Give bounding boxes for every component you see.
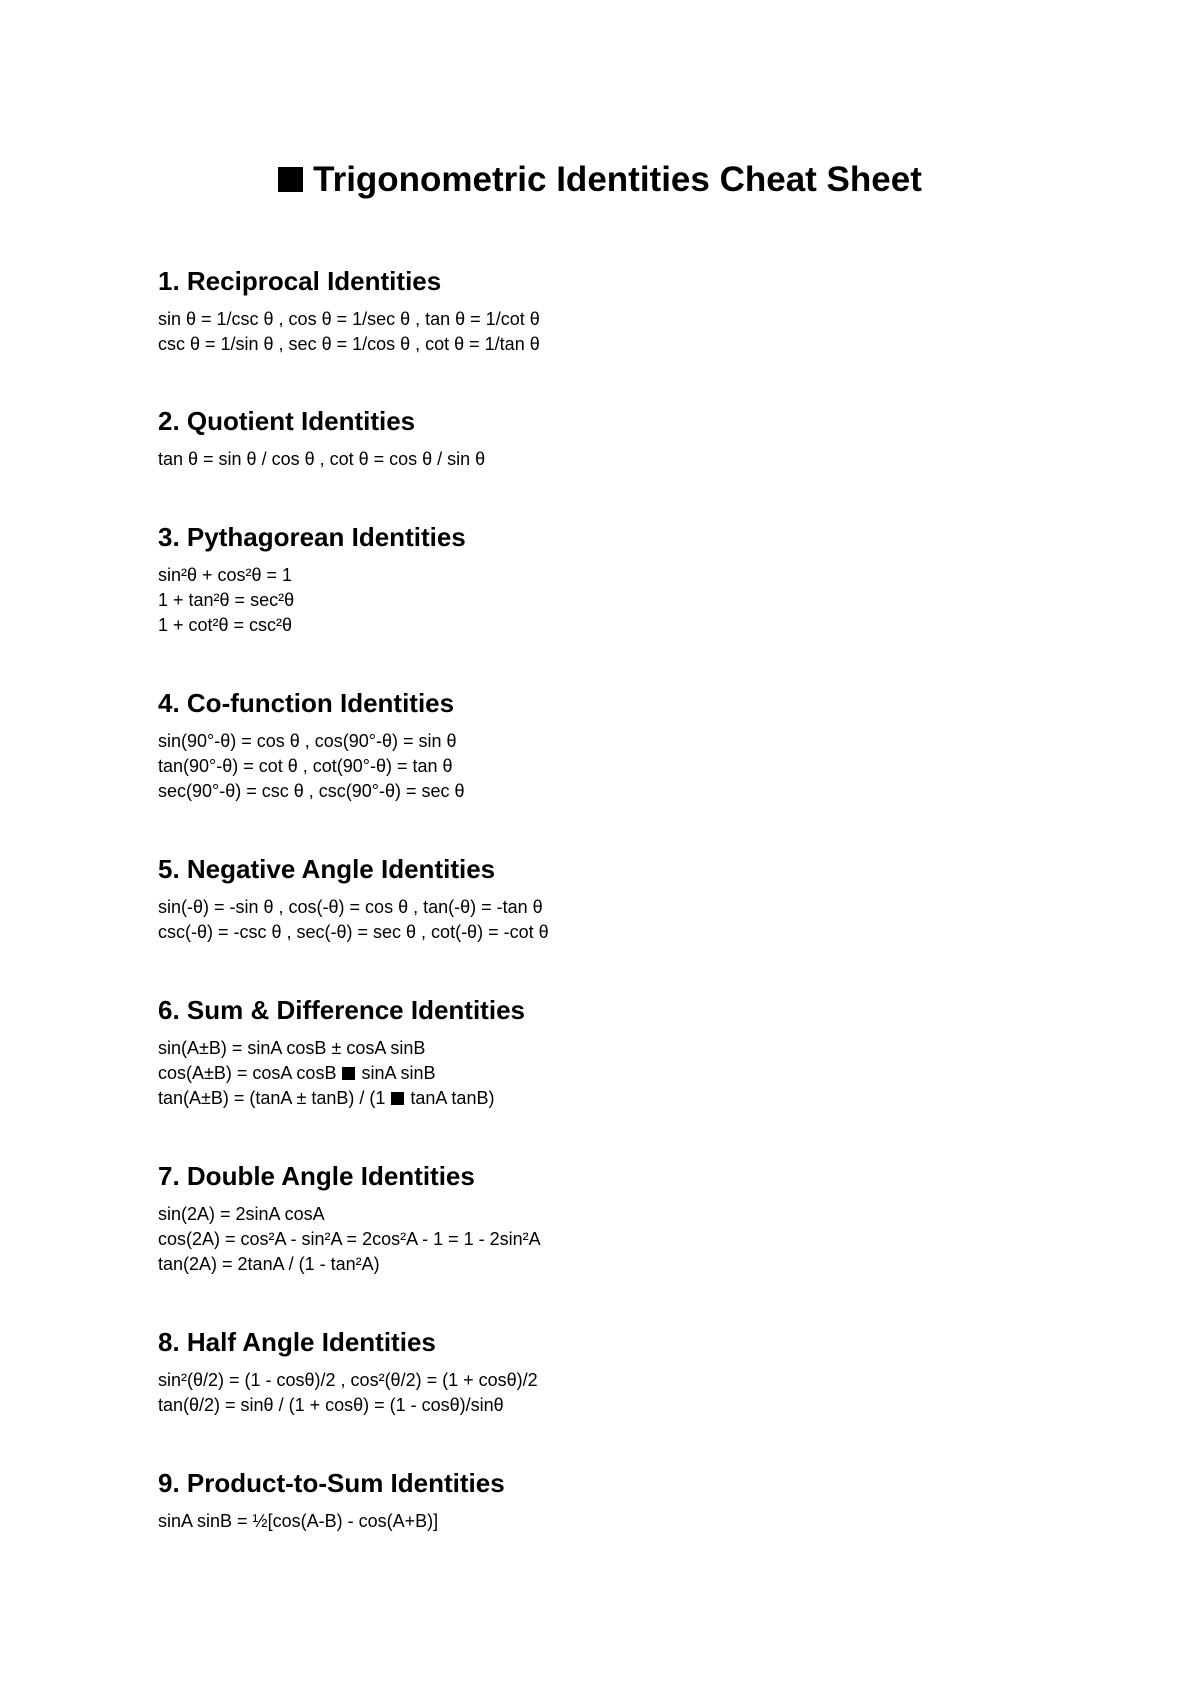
section-product-to-sum (158, 1466, 1058, 1534)
missing-glyph-icon (391, 1092, 404, 1105)
identity-line: sin²(θ/2) = (1 - cosθ)/2 , cos²(θ/2) = (1 + cosθ)/2 (158, 1370, 538, 1390)
identity-line: tan(2A) = 2tanA / (1 - tan²A) (158, 1254, 380, 1274)
identity-line (158, 1061, 1058, 1086)
section-double-angle (158, 1159, 1058, 1277)
identity-line-part: cos(A±B) = cosA cosB (158, 1063, 337, 1083)
identity-line: 1 + tan²θ = sec²θ (158, 590, 295, 610)
identity-line: sin²θ + cos²θ = 1 (158, 565, 293, 585)
identity-line: sin(2A) = 2sinA cosA (158, 1204, 325, 1224)
section-heading: 3. Pythagorean Identities (158, 522, 466, 552)
identity-line: sinA sinB = ½[cos(A-B) - cos(A+B)] (158, 1511, 439, 1531)
identity-line: sin(90°-θ) = cos θ , cos(90°-θ) = sin θ (158, 731, 457, 751)
identity-line: sin θ = 1/csc θ , cos θ = 1/sec θ , tan θ = 1/cot θ (158, 309, 540, 329)
identity-line: csc(-θ) = -csc θ , sec(-θ) = sec θ , cot(-θ) = -cot θ (158, 922, 549, 942)
identity-line-part: tan(A±B) = (tanA ± tanB) / (1 (158, 1088, 386, 1108)
square-bullet-icon (278, 167, 303, 192)
section-heading: 4. Co-function Identities (158, 688, 455, 718)
section-heading: 2. Quotient Identities (158, 406, 416, 436)
section-quotient (158, 404, 1058, 472)
identity-line (158, 1086, 1058, 1111)
section-cofunction (158, 686, 1058, 804)
section-heading: 6. Sum & Difference Identities (158, 995, 525, 1025)
page-title-text: Trigonometric Identities Cheat Sheet (313, 160, 922, 199)
section-sum-difference (158, 993, 1058, 1111)
identity-line: sin(-θ) = -sin θ , cos(-θ) = cos θ , tan(-θ) = -tan θ (158, 897, 543, 917)
identity-line: 1 + cot²θ = csc²θ (158, 615, 293, 635)
identity-line: tan θ = sin θ / cos θ , cot θ = cos θ / sin θ (158, 449, 486, 469)
identity-line: tan(θ/2) = sinθ / (1 + cosθ) = (1 - cosθ)/sinθ (158, 1395, 504, 1415)
identity-line-part: sinA sinB (361, 1063, 436, 1083)
section-reciprocal (158, 264, 1058, 357)
section-heading: 5. Negative Angle Identities (158, 854, 496, 884)
page-title (0, 158, 1200, 202)
identity-line: tan(90°-θ) = cot θ , cot(90°-θ) = tan θ (158, 756, 453, 776)
section-pythagorean (158, 520, 1058, 638)
section-heading: 7. Double Angle Identities (158, 1161, 475, 1191)
section-negative-angle (158, 852, 1058, 945)
section-heading: 1. Reciprocal Identities (158, 266, 442, 296)
section-heading: 9. Product-to-Sum Identities (158, 1468, 505, 1498)
identity-line: sin(A±B) = sinA cosB ± cosA sinB (158, 1038, 426, 1058)
identity-line: cos(2A) = cos²A - sin²A = 2cos²A - 1 = 1 - 2sin²A (158, 1229, 541, 1249)
section-heading: 8. Half Angle Identities (158, 1327, 436, 1357)
section-half-angle (158, 1325, 1058, 1418)
identity-line: sec(90°-θ) = csc θ , csc(90°-θ) = sec θ (158, 781, 465, 801)
identity-line-part: tanA tanB) (410, 1088, 495, 1108)
identity-line: csc θ = 1/sin θ , sec θ = 1/cos θ , cot θ = 1/tan θ (158, 334, 540, 354)
missing-glyph-icon (342, 1067, 355, 1080)
